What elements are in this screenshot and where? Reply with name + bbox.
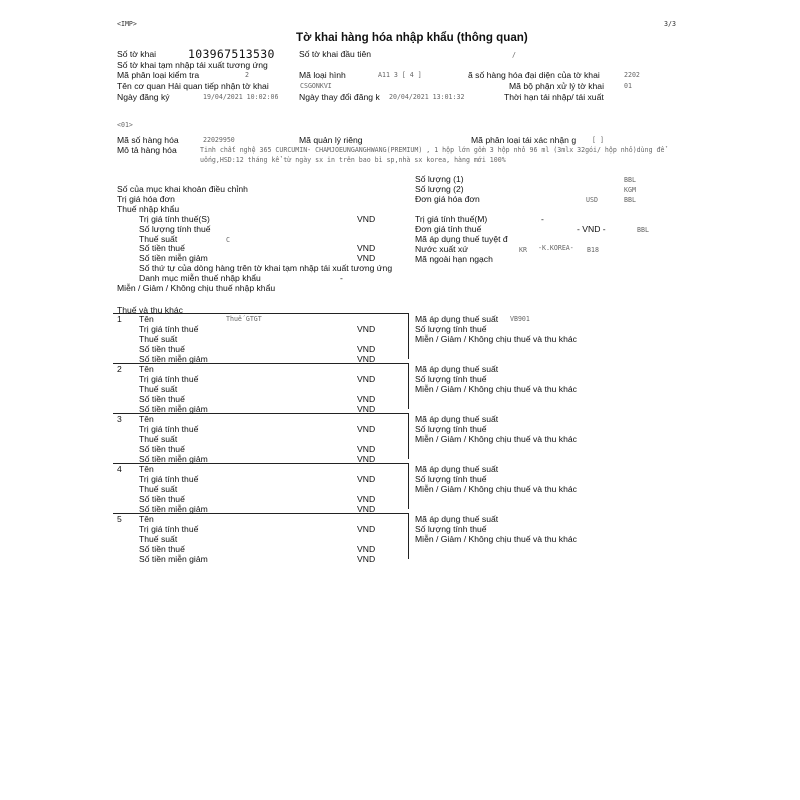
tax-row-number: 1 (117, 314, 122, 324)
label-tri-gia-hoa-don: Trị giá hóa đơn (117, 194, 175, 204)
tax-row-top-line (113, 513, 408, 514)
label-thue-nhap-khau: Thuế nhập khẩu (117, 204, 180, 214)
tax-row-top-line (113, 413, 408, 414)
label-ma-loai-hinh: Mã loại hình (299, 70, 346, 80)
label-so-to-khai: Số tờ khai (117, 49, 157, 59)
label-so-luong-2: Số lượng (2) (415, 184, 464, 194)
label-ma-ap-dung-thue-suat: Mã áp dụng thuế suất (415, 364, 499, 374)
label-so-luong-tinh-thue: Số lượng tính thuế (415, 423, 487, 434)
label-ma-so-hang-hoa: Mã số hàng hóa (117, 135, 179, 145)
document-title: Tờ khai hàng hóa nhập khẩu (thông quan) (296, 31, 528, 44)
value-so-to-khai: 103967513530 (188, 47, 275, 61)
unit-so-tien-thue: VND (357, 393, 376, 404)
unit-don-gia: BBL (624, 196, 636, 204)
label-thue-suat: Thuế suất (139, 433, 178, 444)
code-nuoc-xuat-xu: KR (519, 246, 527, 254)
label-so-tien-thue: Số tiền thuế (139, 393, 185, 404)
tax-row-divider (408, 363, 409, 409)
label-nuoc-xuat-xu: Nước xuất xứ (415, 244, 468, 254)
unit-tri-gia-tinh-thue: VND (357, 373, 376, 384)
tax-row-divider (408, 313, 409, 359)
value-so-hang-hoa-dai-dien: 2202 (624, 71, 640, 79)
unit-so-tien-thue: VND (357, 243, 376, 253)
label-thue-suat: Thuế suất (139, 234, 178, 244)
label-ma-ap-dung-thue-suat: Mã áp dụng thuế suất (415, 464, 499, 474)
label-don-gia-hoa-don: Đơn giá hóa đơn (415, 194, 480, 204)
label-mien-giam-khong-chiu: Miễn / Giảm / Không chịu thuế và thu khác (415, 483, 577, 494)
label-ma-ap-dung-thue-suat: Mã áp dụng thuế suất (415, 514, 499, 524)
value-bo-phan: 01 (624, 82, 632, 90)
unit-tri-gia-tinh-thue: VND (357, 523, 376, 534)
label-so-muc-khai: Số của mục khai khoản điều chỉnh (117, 184, 248, 194)
label-ngay-dang-ky: Ngày đăng ký (117, 92, 170, 102)
tax-row-number: 3 (117, 414, 122, 424)
label-ngoai-han-ngach: Mã ngoài hạn ngạch (415, 254, 493, 264)
label-tri-gia-tinh-thue: Trị giá tính thuế (139, 473, 199, 484)
label-ten: Tên (139, 414, 154, 424)
value-ma-phan-loai: 2 (245, 71, 249, 79)
unit-so-luong-2: KGM (624, 186, 636, 194)
value-ma-loai-hinh: A11 3 [ 4 ] (378, 71, 422, 79)
label-mien-giam-khong-chiu: Miễn / Giảm / Không chịu thuế và thu khác (415, 533, 577, 544)
value-thue-suat: C (226, 236, 230, 244)
label-tri-gia-tinh-thue: Trị giá tính thuế (139, 323, 199, 334)
label-tri-gia-tinh-thue: Trị giá tính thuế (139, 523, 199, 534)
label-ma-phan-loai: Mã phân loại kiểm tra (117, 70, 200, 80)
label-thue-suat: Thuế suất (139, 483, 178, 494)
label-mien-giam-khong-chiu: Miễn / Giảm / Không chịu thuế và thu khác (415, 383, 577, 394)
value-tri-gia-tinh-thue-m: - (541, 214, 544, 224)
label-bo-phan: Mã bộ phận xử lý tờ khai (509, 81, 604, 91)
unit-so-tien-mien-giam: VND (357, 253, 376, 263)
value-ngay-thay-doi: 20/04/2021 13:01:32 (389, 93, 465, 101)
unit-tri-gia-tinh-thue: VND (357, 473, 376, 484)
tax-row-top-line (113, 463, 408, 464)
label-so-tien-mien-giam: Số tiền miễn giảm (139, 503, 208, 514)
label-so-luong-tinh-thue: Số lượng tính thuế (415, 523, 487, 534)
label-so-tien-thue: Số tiền thuế (139, 243, 185, 253)
value-danh-muc-mien-thue: - (340, 273, 343, 283)
label-so-luong-1: Số lượng (1) (415, 174, 464, 184)
label-so-tien-thue: Số tiền thuế (139, 443, 185, 454)
label-so-tien-thue: Số tiền thuế (139, 543, 185, 554)
label-danh-muc-mien-thue: Danh mục miễn thuế nhập khẩu (139, 273, 261, 283)
tax-row-number: 5 (117, 514, 122, 524)
unit-so-tien-thue: VND (357, 493, 376, 504)
label-thue-va-thu-khac: Thuế và thu khác (117, 305, 183, 315)
unit-tri-gia-tinh-thue: VND (357, 423, 376, 434)
value-ten: Thuế GTGT (226, 315, 262, 323)
value-co-quan: CSGONKVI (300, 82, 332, 90)
label-don-gia-tinh-thue: Đơn giá tính thuế (415, 224, 482, 234)
label-ma-ap-dung-thue-suat: Mã áp dụng thuế suất (415, 314, 499, 324)
unit-don-gia-tinh-thue: BBL (637, 226, 649, 234)
label-thue-suat: Thuế suất (139, 383, 178, 394)
unit-so-tien-thue: VND (357, 343, 376, 354)
label-tri-gia-tinh-thue: Trị giá tính thuế (139, 423, 199, 434)
imp-code: <IMP> (117, 20, 137, 28)
unit-so-tien-mien-giam: VND (357, 503, 376, 514)
unit-so-luong-1: BBL (624, 176, 636, 184)
unit-so-tien-mien-giam: VND (357, 553, 376, 564)
b-nuoc-xuat-xu: B18 (587, 246, 599, 254)
value-so-to-khai-dau-tien: / (512, 51, 516, 59)
label-thoi-han: Thời hạn tái nhập/ tái xuất (504, 92, 604, 102)
value-ma-ap-dung-thue-suat: VB901 (510, 315, 530, 323)
unit-so-tien-thue: VND (357, 443, 376, 454)
label-ten: Tên (139, 514, 154, 524)
label-ten: Tên (139, 314, 154, 324)
label-ten: Tên (139, 364, 154, 374)
label-mien-giam-khong-chiu: Miễn / Giảm / Không chịu thuế và thu khác (415, 433, 577, 444)
label-ma-ap-dung-thue-suat: Mã áp dụng thuế suất (415, 414, 499, 424)
label-tri-gia-tinh-thue-s: Trị giá tính thuế(S) (139, 214, 210, 224)
item-index: <01> (117, 121, 133, 129)
label-so-luong-tinh-thue: Số lượng tính thuế (415, 373, 487, 384)
label-so-tien-mien-giam: Số tiền miễn giảm (139, 253, 208, 263)
value-don-gia-tinh-thue: - VND - (577, 224, 606, 234)
unit-so-tien-mien-giam: VND (357, 403, 376, 414)
label-so-tien-mien-giam: Số tiền miễn giảm (139, 553, 208, 564)
label-so-tien-thue: Số tiền thuế (139, 343, 185, 354)
label-tam-nhap: Số tờ khai tạm nhập tái xuất tương ứng (117, 60, 268, 70)
unit-so-tien-mien-giam: VND (357, 453, 376, 464)
tax-row-divider (408, 463, 409, 509)
label-so-tien-mien-giam: Số tiền miễn giảm (139, 353, 208, 364)
label-mo-ta: Mô tả hàng hóa (117, 145, 177, 155)
value-mo-ta: Tinh chất nghệ 365 CURCUMIN- CHAMJOEUNGANGHWANG(PREMIUM) , 1 hộp lớn gồm 3 hộp nhỏ 96 ml (3mlx 32gói/ hộp nhỏ)dùng để uống,HSD:12 tháng kể từ ngày sx in trên bao bì sp,nhà sx korea, hàng mới 100% (200, 146, 665, 164)
label-mien-giam-khong-chiu: Miễn / Giảm / Không chịu thuế và thu khác (415, 333, 577, 344)
value-ma-so-hang-hoa: 22029950 (203, 136, 235, 144)
page-number: 3/3 (664, 20, 676, 28)
label-tri-gia-tinh-thue-m: Trị giá tính thuế(M) (415, 214, 488, 224)
unit-tri-gia-tinh-thue: VND (357, 323, 376, 334)
unit-so-tien-thue: VND (357, 543, 376, 554)
label-so-tien-mien-giam: Số tiền miễn giảm (139, 403, 208, 414)
label-so-to-khai-dau-tien: Số tờ khai đầu tiên (299, 49, 372, 59)
value-ngay-dang-ky: 19/04/2021 10:02:06 (203, 93, 279, 101)
label-mien-khong-chiu-nk: Miễn / Giảm / Không chịu thuế nhập khẩu (117, 283, 276, 293)
section-top-line (113, 313, 408, 314)
currency-don-gia: USD (586, 196, 598, 204)
value-nuoc-xuat-xu: -K.KOREA- (538, 244, 574, 252)
value-phan-loai-tai-xac: [ ] (592, 136, 604, 144)
label-so-luong-tinh-thue: Số lượng tính thuế (415, 473, 487, 484)
label-phan-loai-tai-xac: Mã phân loại tái xác nhận g (471, 135, 577, 145)
unit-so-tien-mien-giam: VND (357, 353, 376, 364)
label-so-luong-tinh-thue: Số lượng tính thuế (415, 323, 487, 334)
tax-row-number: 4 (117, 464, 122, 474)
tax-row-divider (408, 413, 409, 459)
label-stt-dong-hang: Số thứ tự của dòng hàng trên tờ khai tạm nhập tái xuất tương ứng (139, 263, 393, 273)
label-ngay-thay-doi: Ngày thay đổi đăng k (299, 92, 380, 102)
tax-row-top-line (113, 363, 408, 364)
label-quan-ly-rieng: Mã quản lý riêng (299, 135, 363, 145)
label-ten: Tên (139, 464, 154, 474)
label-co-quan: Tên cơ quan Hải quan tiếp nhận tờ khai (117, 81, 269, 91)
label-so-tien-mien-giam: Số tiền miễn giảm (139, 453, 208, 464)
label-ap-dung-tuyet-doi: Mã áp dụng thuế tuyệt đ (415, 234, 508, 244)
label-thue-suat: Thuế suất (139, 533, 178, 544)
tax-row-number: 2 (117, 364, 122, 374)
label-so-hang-hoa-dai-dien: ã số hàng hóa đại diện của tờ khai (468, 70, 600, 80)
label-so-luong-tinh-thue: Số lượng tính thuế (139, 224, 211, 234)
label-so-tien-thue: Số tiền thuế (139, 493, 185, 504)
label-thue-suat: Thuế suất (139, 333, 178, 344)
unit-tri-gia-tinh-thue-s: VND (357, 214, 376, 224)
tax-row-divider (408, 513, 409, 559)
label-tri-gia-tinh-thue: Trị giá tính thuế (139, 373, 199, 384)
